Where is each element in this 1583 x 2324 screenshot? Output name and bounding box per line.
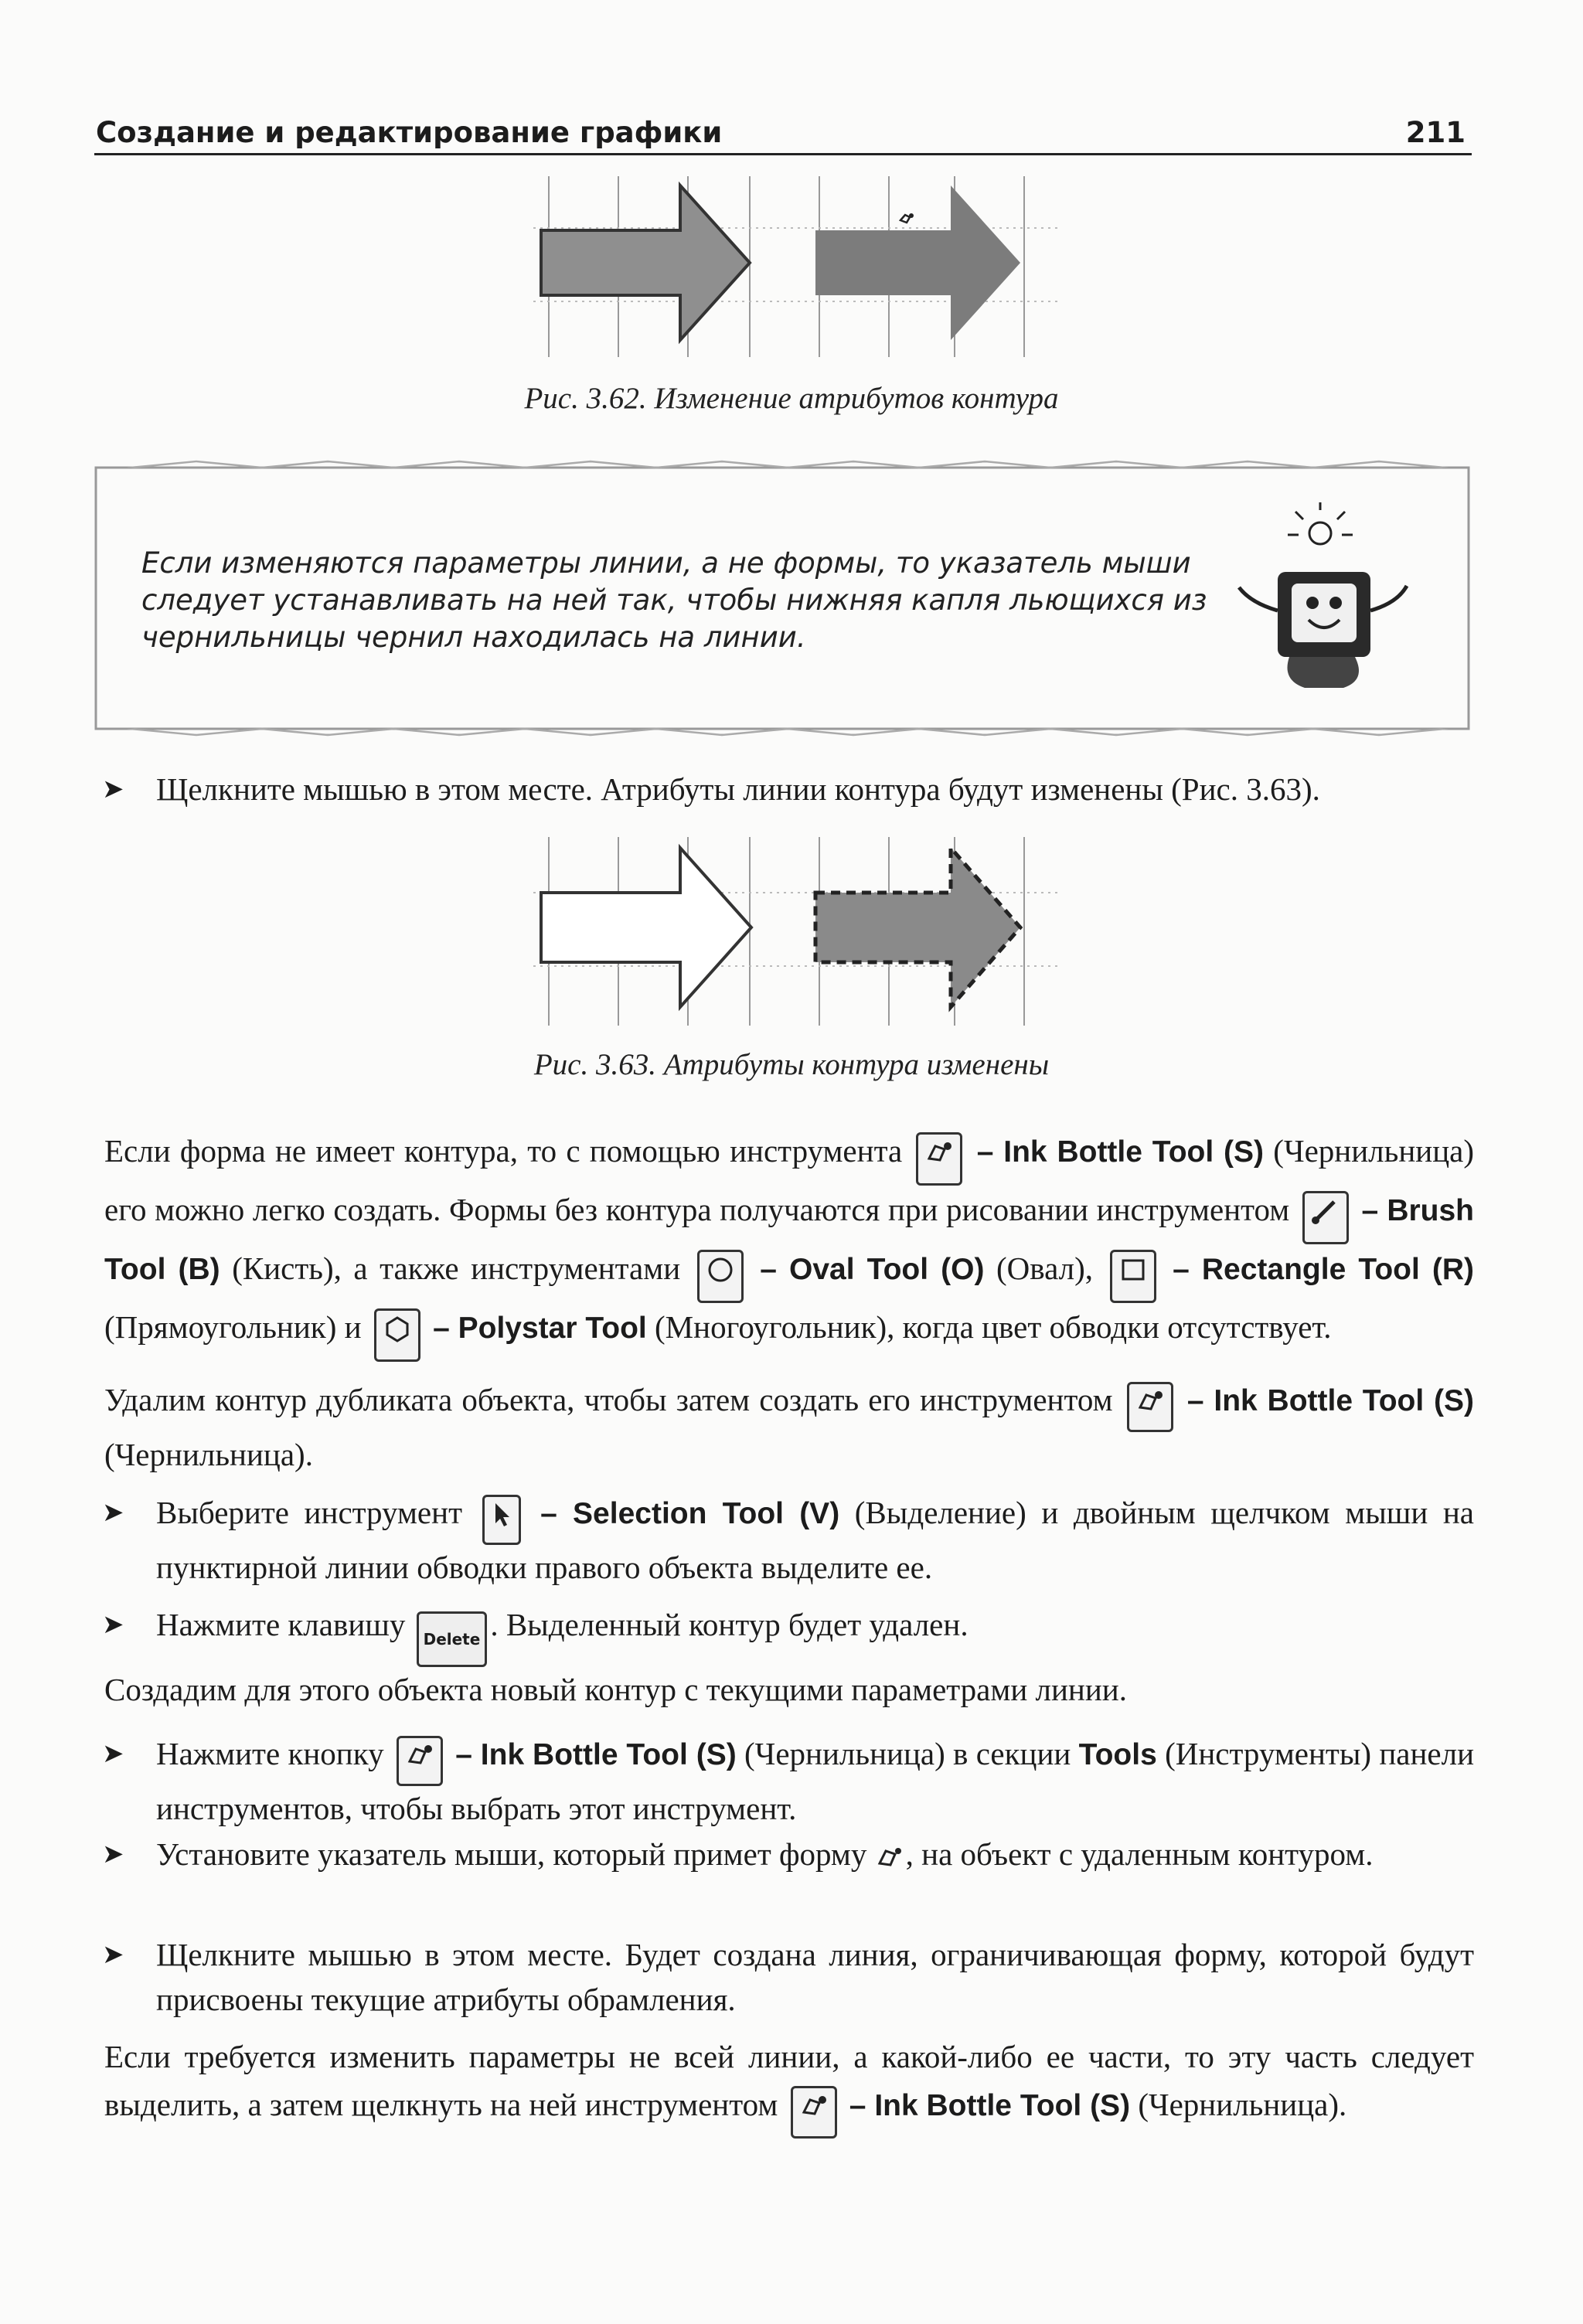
arrow-outline-only bbox=[541, 848, 751, 1007]
ink-bottle-icon bbox=[791, 2086, 837, 2139]
bullet-text: Щелкните мышью в этом месте. Атрибуты линии контура будут изменены (Рис. 3.63). bbox=[156, 771, 1320, 807]
arrow-dashed-outline bbox=[815, 848, 1020, 1007]
page-number: 211 bbox=[1405, 116, 1466, 149]
running-title: Создание и редактирование графики bbox=[96, 116, 723, 149]
page-header bbox=[94, 116, 1472, 155]
bullet-marker: ➤ bbox=[102, 1497, 124, 1528]
bullet-marker: ➤ bbox=[102, 1609, 124, 1640]
ink-bottle-icon bbox=[916, 1132, 962, 1186]
delete-key-icon: Delete bbox=[417, 1611, 488, 1667]
paragraph-remove-outline: Удалим контур дубликата объекта, чтобы затем создать его инструментом – Ink Bottle Tool (S) (Чернильница). bbox=[104, 1382, 1474, 1472]
figure-3-62 bbox=[533, 170, 1059, 363]
polystar-icon bbox=[374, 1308, 420, 1362]
bullet-text: Щелкните мышью в этом месте. Будет создана линия, ограничивающая форму, которой будут присвоены текущие атрибуты обрамления. bbox=[156, 1937, 1474, 2017]
arrow-with-outline bbox=[541, 185, 750, 340]
bullet-marker: ➤ bbox=[102, 1738, 124, 1769]
oval-icon bbox=[697, 1250, 744, 1303]
tip-box bbox=[91, 460, 1473, 737]
bullet-marker: ➤ bbox=[102, 1939, 124, 1970]
figure-3-62-caption: Рис. 3.62. Изменение атрибутов контура bbox=[524, 382, 1059, 415]
figure-3-63 bbox=[533, 831, 1059, 1032]
brush-icon bbox=[1302, 1191, 1349, 1244]
bullet-marker: ➤ bbox=[102, 1839, 124, 1870]
figure-3-63-caption: Рис. 3.63. Атрибуты контура изменены bbox=[533, 1048, 1050, 1081]
ink-bottle-icon bbox=[397, 1736, 443, 1786]
rectangle-icon bbox=[1110, 1250, 1156, 1303]
paragraph-ink-bottle-intro: Если форма не имеет контура, то с помощью инструмента – Ink Bottle Tool (S) (Чернильница) его можно легко создать. Формы без контура получаются при рисовании инструментом – Brush Tool (B) (Кисть), а также инструментами – Oval Tool (O) (Овал), – Rectangle Tool (R) (Прямоугольник) и – Polystar Tool (Многоугольник), когда цвет обводки отсутствует. bbox=[104, 1127, 1474, 1362]
arrow-without-outline bbox=[815, 185, 1020, 340]
bullet-marker: ➤ bbox=[102, 774, 124, 805]
ink-bottle-cursor-icon bbox=[900, 213, 914, 223]
ink-bottle-icon bbox=[1127, 1382, 1173, 1432]
ink-bottle-cursor-icon bbox=[875, 1843, 906, 1871]
paragraph-partial-line: Если требуется изменить параметры не всей линии, а какой-либо ее части, то эту часть следует выделить, а затем щелкнуть на ней инструментом – Ink Bottle Tool (S) (Чернильница). bbox=[104, 2033, 1474, 2139]
tip-text: Если изменяются параметры линии, а не формы, то указатель мыши следует устанавливать на ней так, чтобы нижняя капля льющихся из чернильницы чернил находилась на линии. bbox=[141, 546, 1207, 654]
monitor-mascot-lightbulb-icon bbox=[1204, 495, 1436, 711]
book-page: Создание и редактирование графики 211 Рис. 3.62. Изменение атрибутов контура Если изменяются параметры линии, а не формы, то указатель мыши следует устанавливать на ней так, чтобы нижняя капля льющихся из чернильницы чернил находилась на линии. ➤ Щелкните мышью в этом месте. Атрибуты линии контура будут изменены (Рис. 3.63). Рис. 3.63. Атрибуты контура изменены Если форма не имеет контура, то с помощью инструмента – Ink Bottle Tool (S) (Чернильница) его можно легко создать. Формы без контура получаются при рисовании инструментом – Brush Tool (B) (Кисть), а также инструментами – Oval Tool (O) (Овал), – Rectangle Tool (R) (Прямоугольник) и – Polystar Tool (Многоугольник), когда цвет обводки отсутствует. Удалим контур дубликата объекта, чтобы затем создать его инструментом – Ink Bottle Tool (S) (Чернильница). ➤ Выберите инструмент – Selection Tool (V) (Выделение) и двойным щелчком мыши на пунктирной линии обводки правого объекта выделите ее. ➤ Нажмите клавишу Delete . Выделенный контур будет удален. Создадим для этого объекта новый контур с текущими параметрами линии. ➤ Нажмите кнопку – Ink Bottle Tool (S) (Чернильница) в секции Tools (Инструменты) панели инструментов, чтобы выбрать этот инструмент. ➤ Установите указатель мыши, который примет форму , на объект с удаленным контуром. ➤ Щелкните мышью в этом месте. Будет создана линия, ограничивающая форму, которой будут присвоены текущие атрибуты обрамления. Если требуется изменить параметры не всей линии, а какой-либо ее части, то эту часть следует выделить, а затем щелкнуть на ней инструментом – Ink Bottle Tool (S) (Чернильница). bbox=[0, 0, 1583, 2324]
arrow-cursor-icon bbox=[482, 1495, 521, 1545]
paragraph-new-outline: Создадим для этого объекта новый контур с текущими параметрами линии. bbox=[104, 1672, 1127, 1707]
